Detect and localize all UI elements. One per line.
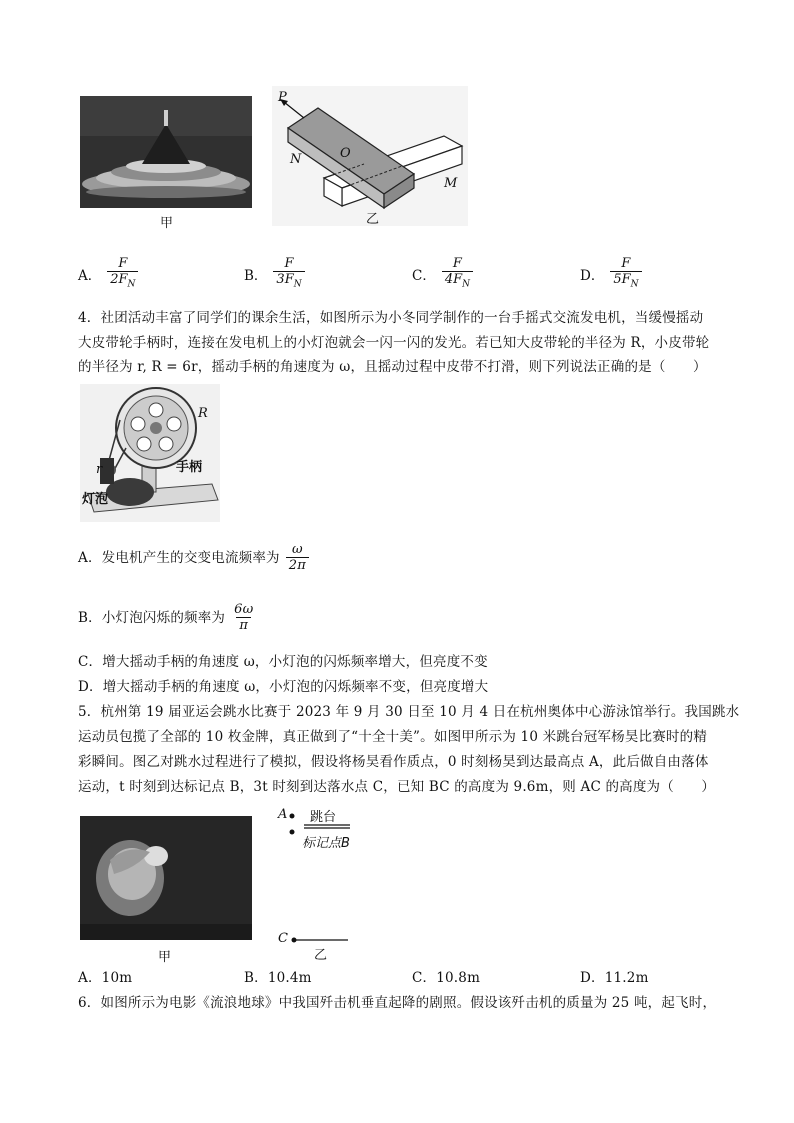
- label-M: M: [444, 176, 458, 191]
- q3-option-c-fraction: $\frac{F}{4F_N}$: [442, 256, 473, 293]
- q4-option-b-fraction: $\frac{6\omega}{\pi}$: [234, 602, 254, 633]
- q5-stem-line-1: 5．杭州第 19 届亚运会跳水比赛于 2023 年 9 月 30 日至 10 月 4 日在杭州奥体中心游泳馆举行。我国跳水: [78, 704, 740, 720]
- q4-option-a-text: A．发电机产生的交变电流频率为: [78, 549, 280, 566]
- q4-option-a-fraction: $\frac{\omega}{2\pi}$: [286, 542, 309, 573]
- q4-stem-line-2: 大皮带轮手柄时，连接在发电机上的小灯泡就会一闪一闪的发光。若已知大皮带轮的半径为 R，小皮带轮: [78, 335, 710, 351]
- q4-option-c[interactable]: C．增大摇动手柄的角速度 ω，小灯泡的闪烁频率增大，但亮度不变: [78, 654, 488, 670]
- label-big-radius-R: R: [198, 406, 208, 421]
- label-N: N: [290, 152, 302, 167]
- q5-option-b[interactable]: B．10.4m: [244, 970, 312, 986]
- label-point-C: C: [278, 931, 288, 946]
- dive-diagram-drawing: [274, 802, 374, 962]
- q4-generator-figure: [80, 384, 220, 522]
- label-handle: 手柄: [176, 460, 203, 475]
- blocks-diagram: [272, 86, 468, 226]
- q3-option-b-fraction: $\frac{F}{3F_N}$: [273, 256, 304, 293]
- q4-option-d[interactable]: D．增大摇动手柄的角速度 ω，小灯泡的闪烁频率不变，但亮度增大: [78, 679, 489, 695]
- figure-jia-caption: 甲: [160, 216, 174, 231]
- label-O: O: [340, 146, 351, 161]
- q3-option-c-letter: C．: [412, 268, 436, 285]
- label-small-radius-r: r: [96, 462, 103, 477]
- q5-dive-diagram: [274, 802, 374, 962]
- q3-option-b[interactable]: [244, 256, 305, 293]
- q3-option-d[interactable]: [580, 256, 642, 293]
- q4-option-b-text: B．小灯泡闪烁的频率为: [78, 609, 226, 626]
- label-point-A: A: [278, 807, 288, 822]
- diver-photo-image: [80, 816, 252, 940]
- q5-stem-line-2: 运动员包揽了全部的 10 枚金牌，真正做到了“十全十美”。如图甲所示为 10 米跳台冠军杨昊比赛时的精: [78, 729, 708, 745]
- q5-stem-line-4: 运动，t 时刻到达标记点 B，3t 时刻到达落水点 C，已知 BC 的高度为 9.6m，则 AC 的高度为（ ）: [78, 779, 716, 795]
- q5-diver-photo: [80, 816, 252, 940]
- q5-figure-yi-caption: 乙: [314, 948, 328, 963]
- temple-photo-image: [80, 96, 252, 208]
- q4-option-b[interactable]: [78, 602, 256, 633]
- label-bulb: 灯泡: [82, 492, 109, 507]
- q6-stem-line-1: 6．如图所示为电影《流浪地球》中我国歼击机垂直起降的剧照。假设该歼击机的质量为 25 吨，起飞时，: [78, 995, 717, 1011]
- q5-option-a[interactable]: A．10m: [78, 970, 133, 986]
- q5-stem-line-3: 彩瞬间。图乙对跳水过程进行了模拟，假设将杨昊看作质点，0 时刻杨昊到达最高点 A，此后做自由落体: [78, 754, 709, 770]
- q5-figure-jia-caption: 甲: [158, 950, 172, 965]
- figure-jia-temple-photo: [80, 96, 252, 208]
- label-platform: 跳台: [310, 810, 337, 825]
- q5-option-c[interactable]: C．10.8m: [412, 970, 481, 986]
- q4-stem-line-1: 4．社团活动丰富了同学们的课余生活，如图所示为小冬同学制作的一台手摇式交流发电机，当缓慢摇动: [78, 310, 704, 326]
- q4-stem-line-3: 的半径为 r, R = 6r，摇动手柄的角速度为 ω，且摇动过程中皮带不打滑，则下列说法正确的是（ ）: [78, 359, 707, 375]
- q3-option-a-fraction: $\frac{F}{2F_N}$: [107, 256, 138, 293]
- q3-option-a[interactable]: [78, 256, 138, 293]
- q5-option-d[interactable]: D．11.2m: [580, 970, 649, 986]
- q3-option-d-letter: D．: [580, 268, 605, 285]
- figure-yi-caption: 乙: [366, 212, 380, 227]
- q3-option-d-fraction: $\frac{F}{5F_N}$: [610, 256, 641, 293]
- label-mark-B: 标记点B: [302, 836, 350, 851]
- figure-yi-blocks-diagram: [272, 86, 468, 226]
- label-P: P: [278, 90, 287, 105]
- q3-option-a-letter: A．: [78, 268, 102, 285]
- q3-option-c[interactable]: [412, 256, 473, 293]
- q4-option-a[interactable]: [78, 542, 309, 573]
- q3-option-b-letter: B．: [244, 268, 268, 285]
